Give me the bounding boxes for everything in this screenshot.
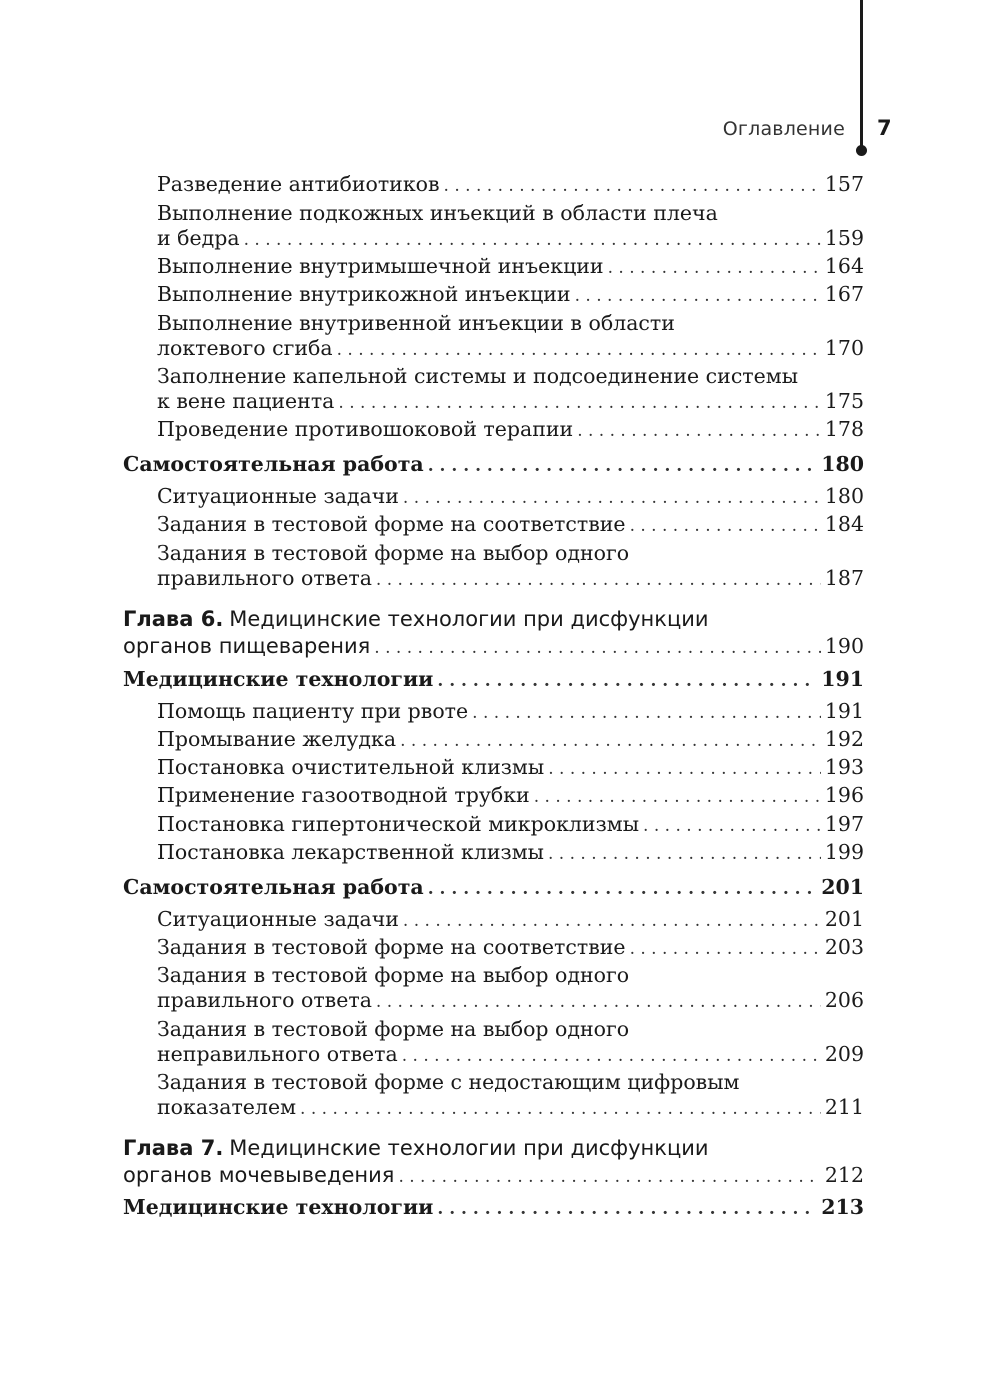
- toc-line: [157, 727, 864, 753]
- dot-leader: [428, 456, 817, 476]
- toc-page-number: 187: [824, 566, 864, 590]
- toc-entry-title: Задания в тестовой форме на выбор одного: [157, 1017, 630, 1041]
- toc-entry-title: органов пищеварения: [123, 634, 371, 658]
- toc-line: [157, 282, 864, 308]
- toc-entry-title: Медицинские технологии при дисфункции: [229, 607, 709, 631]
- dot-leader: [402, 1046, 821, 1066]
- dot-leader: [244, 230, 821, 250]
- toc-line: [157, 254, 864, 280]
- toc-entry-title: Применение газоотводной трубки: [157, 783, 530, 807]
- toc-page-number: 180: [824, 484, 864, 508]
- toc-entry-title: Ситуационные задачи: [157, 907, 399, 931]
- toc-page-number: 201: [824, 907, 864, 931]
- toc-entry-title: локтевого сгиба: [157, 336, 333, 360]
- toc-entry-title: Постановка лекарственной клизмы: [157, 840, 544, 864]
- toc-page-number: 193: [824, 755, 864, 779]
- toc-page-number: 178: [824, 417, 864, 441]
- toc-line: [157, 417, 864, 443]
- toc-line: [123, 1163, 864, 1189]
- dot-leader: [575, 286, 821, 306]
- chapter-label: Глава 7.: [123, 1136, 224, 1160]
- dot-leader: [400, 731, 821, 751]
- toc-entry-title: Задания в тестовой форме на выбор одного: [157, 963, 630, 987]
- toc-line: [123, 452, 864, 478]
- toc-page-number: 212: [824, 1163, 864, 1187]
- toc-page-number: 191: [824, 699, 864, 723]
- dot-leader: [338, 393, 820, 413]
- toc-entry-title: Выполнение внутривенной инъекции в области: [157, 311, 675, 335]
- toc-entry-title: Промывание желудка: [157, 727, 397, 751]
- toc-line: [157, 1017, 864, 1043]
- toc-line: [123, 875, 864, 901]
- toc-page-number: 180: [821, 452, 864, 476]
- toc-entry-title: Задания в тестовой форме с недостающим цифровым: [157, 1070, 740, 1094]
- toc-entry-title: правильного ответа: [157, 988, 372, 1012]
- toc-page-number: 175: [824, 389, 864, 413]
- toc-page-number: 184: [824, 512, 864, 536]
- toc-line: [157, 311, 864, 337]
- toc-page-number: 209: [824, 1042, 864, 1066]
- toc-line: [157, 226, 864, 252]
- toc-line: [157, 935, 864, 961]
- toc-entry-title: Заполнение капельной системы и подсоединение системы: [157, 364, 799, 388]
- toc-entry-title: Проведение противошоковой терапии: [157, 417, 574, 441]
- dot-leader: [374, 638, 821, 658]
- toc-page-number: 157: [824, 172, 864, 196]
- dot-leader: [472, 703, 821, 723]
- toc-line: [157, 566, 864, 592]
- dot-leader: [630, 939, 821, 959]
- toc-page-number: 203: [824, 935, 864, 959]
- toc-page-number: 190: [824, 634, 864, 658]
- toc-entry-title: Ситуационные задачи: [157, 484, 399, 508]
- toc-entry-title: органов мочевыведения: [123, 1163, 395, 1187]
- toc-entry-title: Медицинские технологии: [123, 1195, 434, 1219]
- toc-line: [157, 755, 864, 781]
- toc-entry-title: Самостоятельная работа: [123, 452, 424, 476]
- dot-leader: [548, 844, 821, 864]
- toc-entry-title: правильного ответа: [157, 566, 372, 590]
- toc-entry-title: показателем: [157, 1095, 297, 1119]
- toc-line: [123, 634, 864, 660]
- toc-line: [157, 988, 864, 1014]
- toc-page-number: 170: [824, 336, 864, 360]
- toc-line: [157, 699, 864, 725]
- toc-line: [157, 336, 864, 362]
- dot-leader: [577, 421, 821, 441]
- toc-page-number: 201: [821, 875, 864, 899]
- dot-leader: [437, 1199, 817, 1219]
- toc-entry-title: Выполнение внутрикожной инъекции: [157, 282, 571, 306]
- toc-page-number: 211: [824, 1095, 864, 1119]
- toc-line: [123, 667, 864, 693]
- toc-entry-title: Выполнение внутримышечной инъекции: [157, 254, 604, 278]
- toc-entry-title: Помощь пациенту при рвоте: [157, 699, 469, 723]
- toc-page-number: 213: [821, 1195, 864, 1219]
- toc-entry-title: и бедра: [157, 226, 240, 250]
- dot-leader: [376, 992, 821, 1012]
- toc-line: [157, 907, 864, 933]
- dot-leader: [403, 488, 821, 508]
- chapter-label: Глава 6.: [123, 607, 224, 631]
- dot-leader: [300, 1099, 821, 1119]
- dot-leader: [376, 570, 821, 590]
- page-number: 7: [877, 116, 892, 140]
- dot-leader: [428, 879, 817, 899]
- toc-line: [123, 1136, 864, 1162]
- running-header-title: Оглавление: [722, 118, 845, 140]
- toc-page-number: 192: [824, 727, 864, 751]
- toc-line: [157, 1095, 864, 1121]
- toc-line: [157, 963, 864, 989]
- toc-page-number: 164: [824, 254, 864, 278]
- dot-leader: [444, 176, 821, 196]
- toc-entry-title: Разведение антибиотиков: [157, 172, 440, 196]
- dot-leader: [608, 258, 821, 278]
- toc-entry-title: Самостоятельная работа: [123, 875, 424, 899]
- toc-page-number: 159: [824, 226, 864, 250]
- dot-leader: [337, 340, 821, 360]
- toc-line: [157, 201, 864, 227]
- toc-line: [157, 783, 864, 809]
- toc-entry-title: Задания в тестовой форме на соответствие: [157, 935, 626, 959]
- toc-line: [157, 512, 864, 538]
- toc-line: [157, 1070, 864, 1096]
- dot-leader: [403, 911, 821, 931]
- toc-line: [123, 1195, 864, 1221]
- toc-line: [157, 541, 864, 567]
- toc-page-number: 199: [824, 840, 864, 864]
- toc-line: [123, 607, 864, 633]
- toc-page-number: 191: [821, 667, 864, 691]
- toc-line: [157, 840, 864, 866]
- header-bullet-dot: [856, 145, 867, 156]
- dot-leader: [643, 816, 821, 836]
- dot-leader: [548, 759, 821, 779]
- toc-page-number: 206: [824, 988, 864, 1012]
- dot-leader: [630, 516, 821, 536]
- dot-leader: [437, 671, 817, 691]
- toc-entry-title: Задания в тестовой форме на выбор одного: [157, 541, 630, 565]
- toc-entry-title: Выполнение подкожных инъекций в области плеча: [157, 201, 718, 225]
- toc-line: [157, 812, 864, 838]
- dot-leader: [398, 1167, 820, 1187]
- toc-page-number: 197: [824, 812, 864, 836]
- toc-entry-title: Медицинские технологии при дисфункции: [229, 1136, 709, 1160]
- toc-line: [157, 1042, 864, 1068]
- toc-entry-title: неправильного ответа: [157, 1042, 398, 1066]
- toc-page-number: 167: [824, 282, 864, 306]
- toc-entry-title: к вене пациента: [157, 389, 335, 413]
- dot-leader: [534, 787, 821, 807]
- toc-line: [157, 484, 864, 510]
- toc-line: [157, 172, 864, 198]
- toc-line: [157, 364, 864, 390]
- toc-page-number: 196: [824, 783, 864, 807]
- toc-entry-title: Постановка гипертонической микроклизмы: [157, 812, 640, 836]
- toc-entry-title: Медицинские технологии: [123, 667, 434, 691]
- toc-line: [157, 389, 864, 415]
- header-vertical-rule: [860, 0, 863, 150]
- toc-entry-title: Задания в тестовой форме на соответствие: [157, 512, 626, 536]
- toc-entry-title: Постановка очистительной клизмы: [157, 755, 545, 779]
